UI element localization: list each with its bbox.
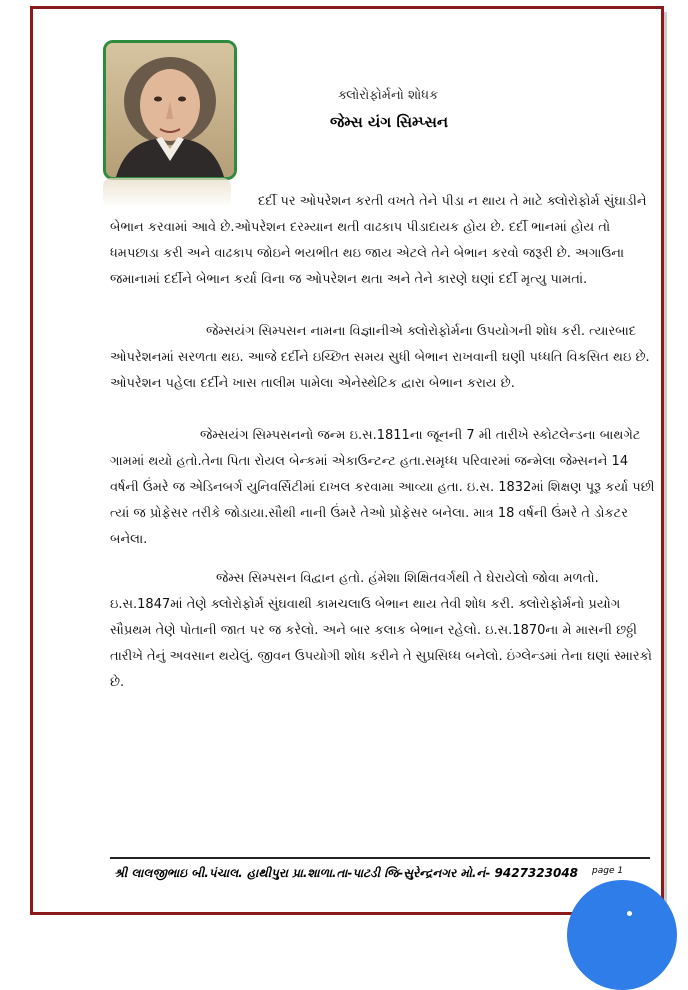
portrait-illustration [106,43,234,177]
footer-author-line: શ્રી લાલજીભાઇ બી.પંચાલ. હાથીપુરા પ્રા.શાળા.તા-પાટડી જિ-સુરેન્દ્રનગર મો.નં- 9427323048 [114,866,579,880]
paragraph-legacy: જેમ્સ સિમ્પસન વિદ્વાન હતો. હંમેશા શિક્ષિતવર્ગથી તે ઘેરાયેલો જોવા મળતો. ઇ.સ.1847માં તેણે ક્લોરોફોર્મ સુંઘવાથી કામચલાઉ બેભાન થાય તેવી શોધ કરી. ક્લોરોફોર્મનો પ્રયોગ સૌપ્રથમ તેણે પોતાની જાત પર જ કરેલો. અને બાર કલાક બેભાન રહેલો. ઇ.સ.1870ના મે માસની છઠ્ઠી તારીખે તેનું અવસાન થયેલું. જીવન ઉપયોગી શોધ કરીને તે સુપ્રસિધ્ધ બનેલો. ઇંગ્લેન્ડમાં તેના ઘણાં સ્મારકો છે. [110,571,653,690]
paragraph-intro: દર્દી પર ઓપરેશન કરતી વખતે તેને પીડા ન થાય તે માટે ક્લોરોફોર્મ સુંઘાડીને બેભાન કરવામાં આવે છે.ઓપરેશન દરમ્યાન થતી વાઢકાપ પીડાદાયક હોય છે. દર્દી ભાનમાં હોય તો ધમપછાડા કરી અને વાઢકાપ જોઇને ભયભીત થઇ જાય એટલે તેને બેભાન કરવો જરૂરી છે. અગાઉના જમાનામાં દર્દીને બેભાન કર્યા વિના જ ઓપરેશન થતા અને તેને કારણે ઘણાં દર્દી મૃત્યુ પામતાં. [110,194,647,287]
page-title: જેમ્સ યંગ સિમ્પ્સન [330,113,449,131]
paragraph-discovery: જેમ્સયંગ સિમ્પસન નામના વિજ્ઞાનીએ ક્લોરોફોર્મના ઉપયોગની શોધ કરી. ત્યારબાદ ઓપરેશનમાં સરળતા થઇ. આજે દર્દીને ઇચ્છિત સમય સુધી બેભાન રાખવાની ઘણી પધ્ધતિ વિકસિત થઇ છે. ઓપરેશન પહેલા દર્દીને ખાસ તાલીમ પામેલા એનેસ્થેટિક દ્વારા બેભાન કરાય છે. [110,324,650,391]
footer-divider [110,857,650,859]
floating-action-bubble[interactable] [567,880,677,990]
page-subtitle: ક્લોરોફોર્મનો શોધક [338,88,439,103]
page-number: page 1 [592,866,624,876]
bubble-dot-icon [627,911,632,916]
portrait-image [103,40,237,180]
paragraph-biography: જેમ્સયંગ સિમ્પસનનો જન્મ ઇ.સ.1811ના જૂનની 7 મી તારીખે સ્કોટલેન્ડના બાથગેટ ગામમાં થયો હતો.તેના પિતા રોયલ બેન્કમાં એકાઉન્ટન્ટ હતા.સમૃધ્ધ પરિવારમાં જન્મેલા જેમ્સનને 14 વર્ષની ઉંમરે જ એડિનબર્ગ યુનિવર્સિટીમાં દાખલ કરવામા આવ્યા હતા. ઇ.સ. 1832માં શિક્ષણ પૂરૂ કર્યા પછી ત્યાં જ પ્રોફેસર તરીકે જોડાયા.સૌથી નાની ઉંમરે તેઓ પ્રોફેસર બનેલા. માત્ર 18 વર્ષની ઉંમરે તે ડોકટર બનેલા. [110,428,655,547]
